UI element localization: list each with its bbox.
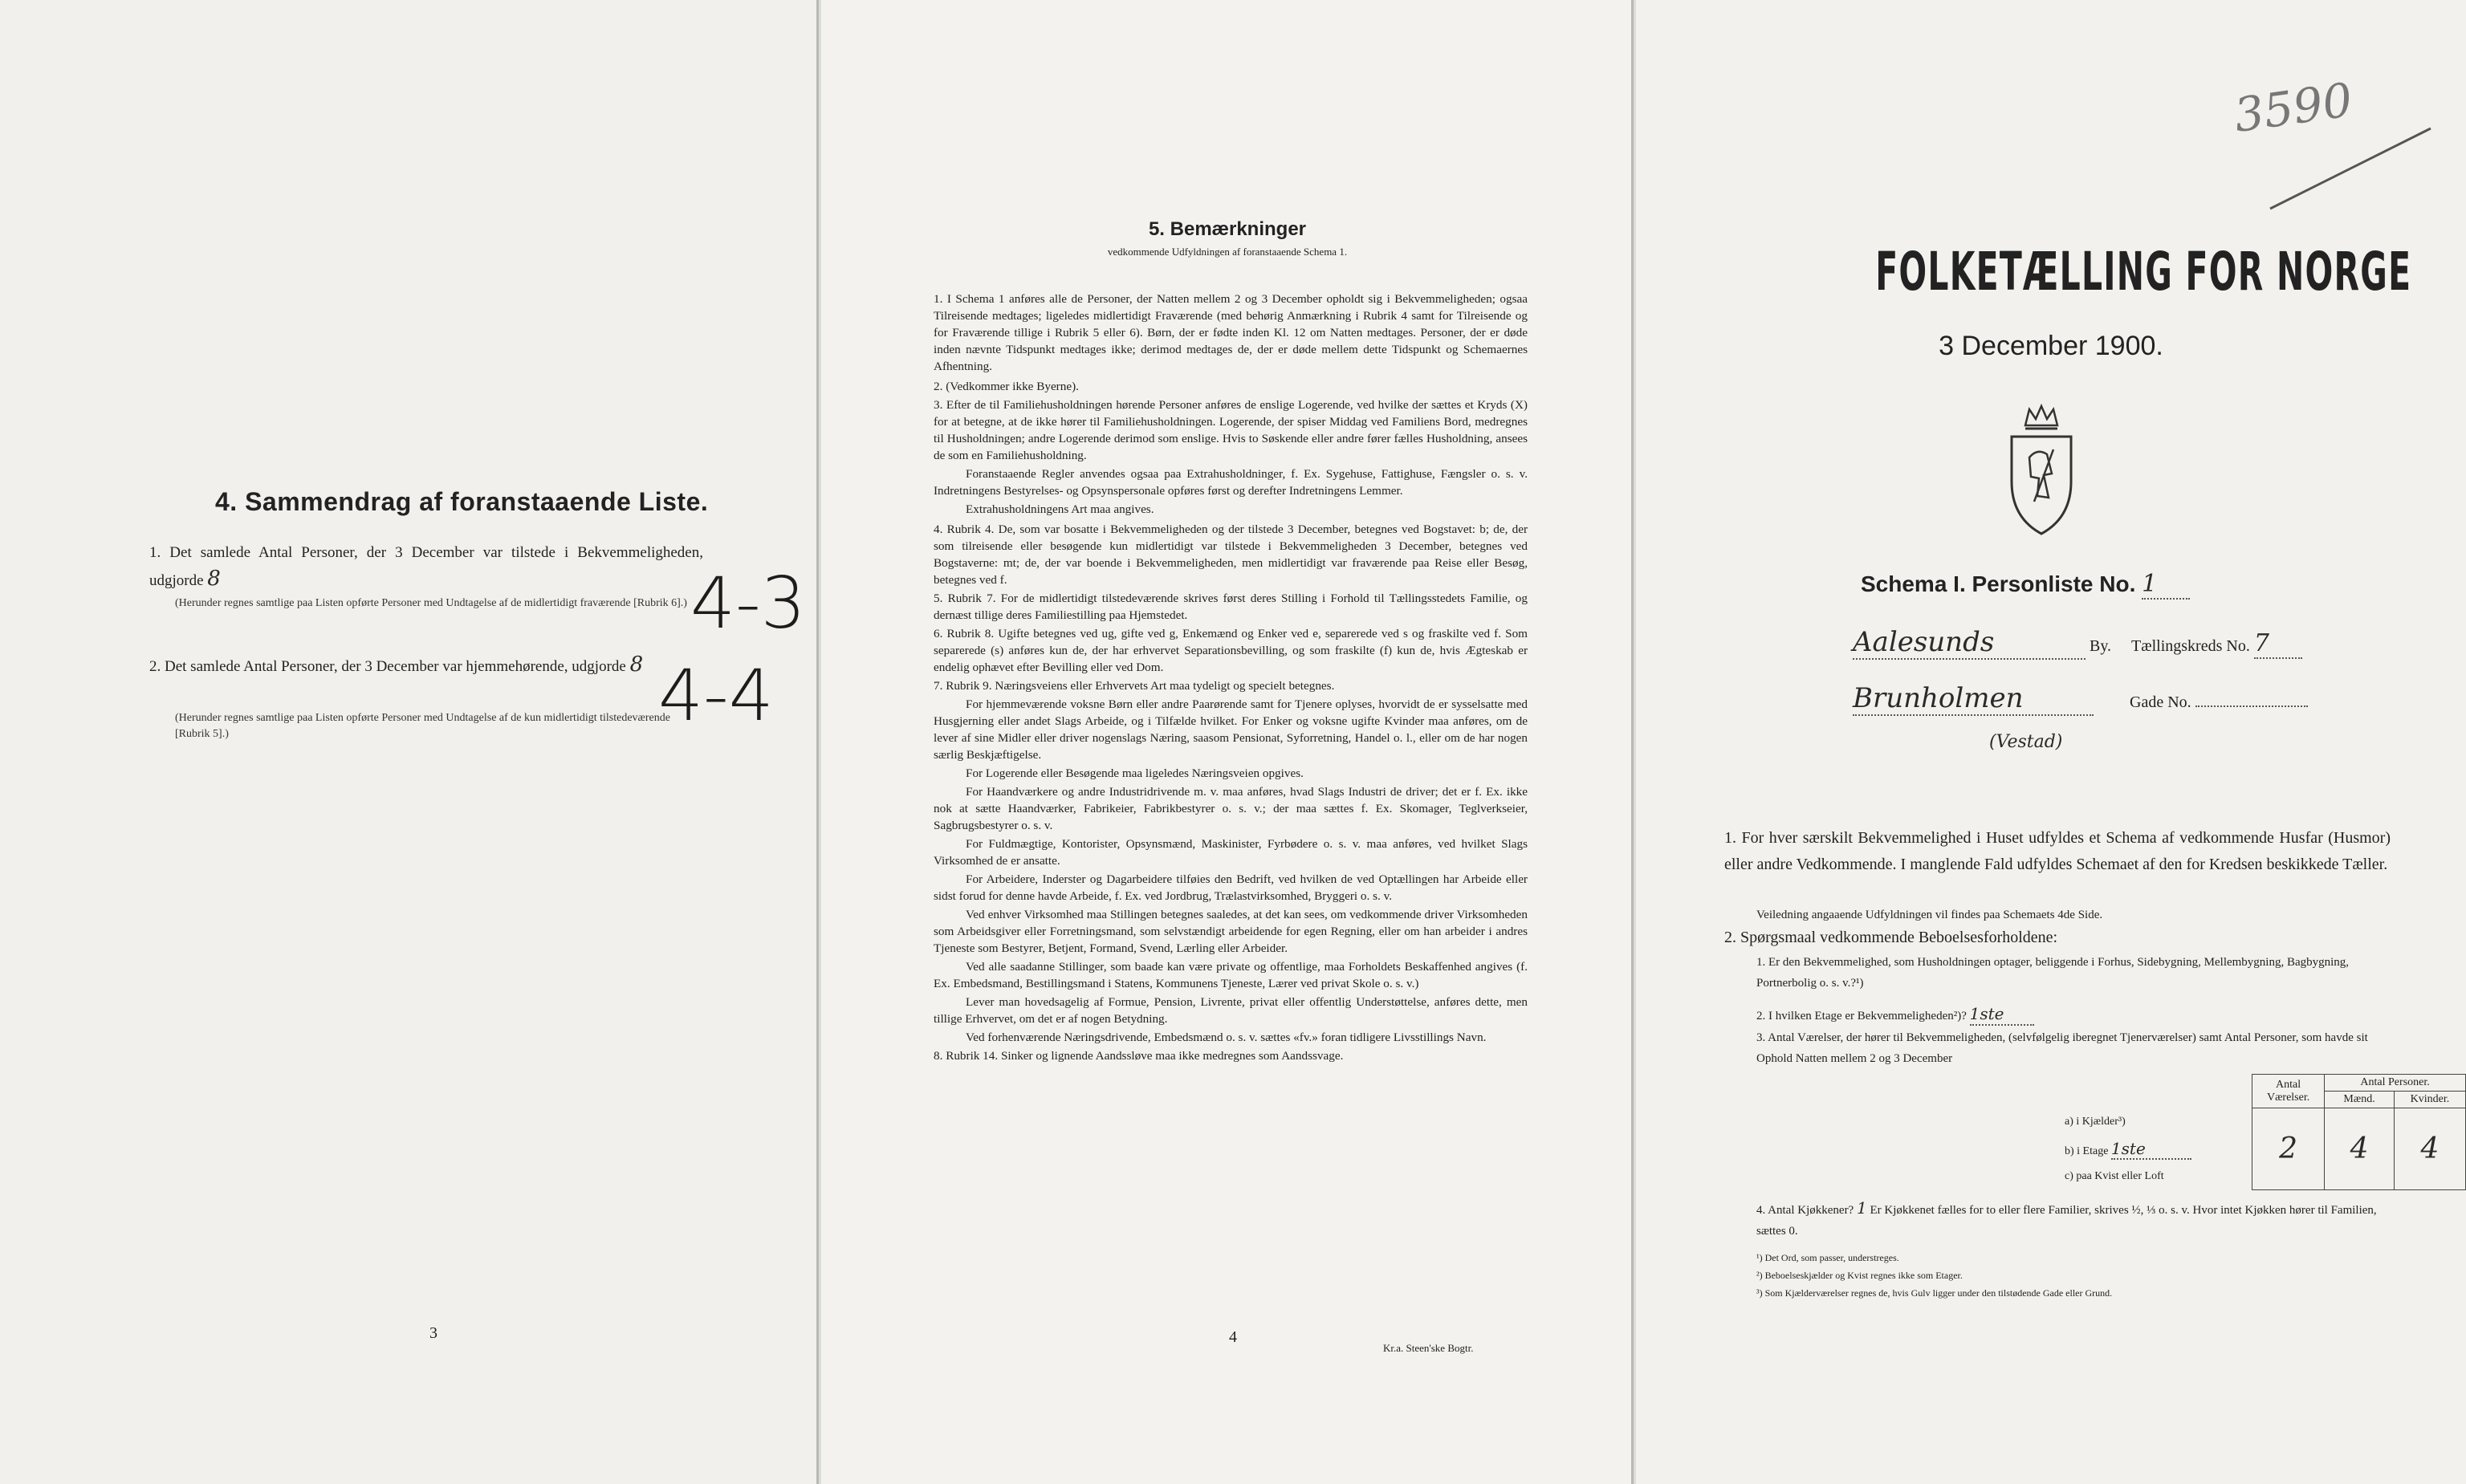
col-women: Kvinder. <box>2394 1092 2465 1108</box>
page-number-3: 3 <box>429 1324 437 1342</box>
street-line <box>1853 682 2308 716</box>
summary-item-1-note: (Herunder regnes samtlige paa Listen opførte Personer med Undtagelse af de midlertidigt fraværende [Rubrik 6].) <box>175 597 687 609</box>
section-4-title: 4. Sammendrag af foranstaaende Liste. <box>215 487 709 516</box>
dwelling-table <box>2061 1074 2466 1190</box>
district-label: Tællingskreds No. <box>2131 637 2250 655</box>
footnote-1: ¹) Det Ord, som passer, understreges. <box>1756 1252 1899 1263</box>
footnote-3: ³) Som Kjælderværelser regnes de, hvis Gulv ligger under den tilstødende Gade eller Grund. <box>1756 1287 2113 1299</box>
remark-4: 4. Rubrik 4. De, som var bosatte i Bekvemmeligheden og der tilstede 3 December, betegnes ved Bogstavet: b; de, der som tilreisende eller besøgende kun midlertidigt var tilstede i Bekvemmeligheden 3 December, betegnes ved Bogstaverne: mt; de, der var boende i Bekvemmeligheden, men midlertidigt var fraværende paa Reise eller Besøg, betegnes ved f. <box>934 522 1528 587</box>
summary-item-1-value: 8 <box>207 567 221 591</box>
question-1: 1. Er den Bekvemmelighed, som Husholdningen optager, beliggende i Forhus, Sidebygning, Mellembygning, Bagbygning, Portnerbolig o. s. v.?¹) <box>1756 956 2350 990</box>
men-value: 4 <box>2325 1108 2395 1190</box>
question-2 <box>1756 1003 2383 1027</box>
house-number-field <box>2195 705 2308 707</box>
question-4 <box>1756 1197 2383 1242</box>
coat-of-arms-icon <box>1989 401 2094 538</box>
remark-7-para-7: Ved alle saadanne Stillinger, som baade kan være private og offentlige, maa Forholdets Beskaffenhed angives (f. Ex. Embedsmand, Bestillingsmand i Statens, Kommunens Tjeneste, Lærer ved privat Skole o. s. v.) <box>934 960 1528 990</box>
col-men: Mænd. <box>2325 1092 2395 1108</box>
street-subnote: (Vestad) <box>1989 732 2063 752</box>
summary-item-2-value: 8 <box>629 653 644 677</box>
table-corner <box>2061 1075 2252 1092</box>
row-b <box>2061 1136 2252 1163</box>
question-4-label: 4. Antal Kjøkkener? <box>1756 1204 1854 1217</box>
city-line <box>1853 626 2302 660</box>
remark-7-para-9: Ved forhenværende Næringsdrivende, Embedsmænd o. s. v. sættes «fv.» foran tidligere Livsstillings Navn. <box>966 1031 1487 1044</box>
remark-5: 5. Rubrik 7. For de midlertidigt tilstedeværende skrives først deres Stilling i Forhold til Tællingsstedets Familie, og dernæst tillige deres Familiestilling paa Hjemstedet. <box>934 592 1528 622</box>
city-value: Aalesunds <box>1853 626 2086 660</box>
remark-1: 1. I Schema 1 anføres alle de Personer, der Natten mellem 2 og 3 December opholdt sig i Bekvemmeligheden; ogsaa Tilreisende medtages; ligeledes midlertidigt Fraværende (med behørig Anmærkning i Rubrik 4 samt for Tilreisende og for Fraværende tillige i Rubrik 5 eller 6). Børn, der er fødte inden Kl. 12 om Natten medtages. Personer, der er døde inden nævnte Tidspunkt medtages ikke; derimod medtages de, der er døde mellem dette Tidspunkt og Schemaernes Afhentning. <box>934 292 1528 373</box>
remark-3-extra-2: Extrahusholdningens Art maa angives. <box>966 502 1154 516</box>
summary-item-2-note: (Herunder regnes samtlige paa Listen opførte Personer med Undtagelse af de kun midlertidigt tilstedeværende [Rubrik 5].) <box>175 712 670 740</box>
schema-line <box>1861 570 2190 600</box>
row-c-label: c) paa Kvist eller Loft <box>2065 1169 2164 1182</box>
printer-imprint: Kr.a. Steen'ske Bogtr. <box>1383 1342 1474 1354</box>
schema-label: Schema I. Personliste No. <box>1861 571 2136 596</box>
summary-item-2-text: 2. Det samlede Antal Personer, der 3 December var hjemmehørende, udgjorde <box>149 658 626 675</box>
summary-item-1 <box>149 539 703 594</box>
tally-mark-2: 4-4 <box>658 654 774 737</box>
summary-item-2 <box>149 652 703 680</box>
schema-number: 1 <box>2142 570 2190 600</box>
remark-3-extra: Foranstaaende Regler anvendes ogsaa paa Extrahusholdninger, f. Ex. Sygehuse, Fattighuse, Fængsler o. s. v. Indretningens Bestyrelses- og Opsynspersonale opføres først og derefter Indretningens Lemmer. <box>934 467 1528 498</box>
street-value: Brunholmen <box>1853 682 2094 716</box>
document-date: 3 December 1900. <box>1939 331 2163 361</box>
city-label: By. <box>2090 637 2112 655</box>
document-title: FOLKETÆLLING FOR NORGE <box>1875 241 2412 303</box>
col-persons: Antal Personer. <box>2325 1075 2466 1092</box>
remark-7-para-3: For Haandværkere og andre Industridrivende m. v. maa anføres, hvad Slags Industri de driver; det er f. Ex. ikke nok at sætte Haandværker, Fabrikeier, Fabrikbestyrer o. s. v.; der maa sættes f. Ex. Skomager, Teglverkseier, Sagbrugsbestyrer o. s. v. <box>934 785 1528 832</box>
remarks-list <box>934 291 1528 1066</box>
page-3-summary <box>0 0 819 1484</box>
remark-7: 7. Rubrik 9. Næringsveiens eller Erhvervets Art maa tydeligt og specielt betegnes. <box>934 679 1335 693</box>
remark-8: 8. Rubrik 14. Sinker og lignende Aandssløve maa ikke medregnes som Aandssvage. <box>934 1049 1344 1063</box>
house-label: Gade No. <box>2130 693 2191 711</box>
remark-7-para-2: For Logerende eller Besøgende maa ligeledes Næringsveien opgives. <box>966 766 1304 780</box>
question-4-rest: Er Kjøkkenet fælles for to eller flere Familier, skrives ½, ⅓ o. s. v. Hvor intet Kjøkken hører til Familien, sættes 0. <box>1756 1204 2377 1238</box>
question-3: 3. Antal Værelser, der hører til Bekvemmeligheden, (selvfølgelig iberegnet Tjenerværelser) samt Antal Personer, som havde sit Ophold Natten mellem 2 og 3 December <box>1756 1031 2368 1065</box>
remark-7-para-5: For Arbeidere, Inderster og Dagarbeidere tilføies den Bedrift, ved hvilken de ved Optællingen har Arbeide eller sidst forud for denne havde Arbeide, f. Ex. ved Jordbrug, Trælastvirksomhed, Bryggeri o. s. v. <box>934 872 1528 903</box>
tally-mark-1: 4-3 <box>690 562 806 644</box>
remark-7-para-1: For hjemmeværende voksne Børn eller andre Paarørende samt for Tjenere oplyses, hvorvidt de er sysselsatte med Husgjerning eller andet Slags Arbeide, og i Tilfælde hvilket. For Enker og voksne ugifte Kvinder maa anføres, om de lever af sine Midler eller driver nogenslags Næring, saasom Pensionat, Syforretning, Handel o. l., eller om de har nogen særlig Beskjæftigelse. <box>934 697 1528 762</box>
summary-item-1-text: 1. Det samlede Antal Personer, der 3 December var tilstede i Bekvemmeligheden, udgjorde <box>149 544 703 589</box>
question-2-value: 1ste <box>1970 1003 2034 1026</box>
instruction-1: 1. For hver særskilt Bekvemmelighed i Huset udfyldes et Schema af vedkommende Husfar (Husmor) eller andre Vedkommende. I manglende Fald udfyldes Schemaet af den for Kredsen beskikkede Tæller. <box>1724 829 2391 873</box>
archive-number: 3590 <box>2230 72 2356 143</box>
table-corner-2 <box>2061 1092 2252 1108</box>
women-value: 4 <box>2394 1108 2465 1190</box>
district-value: 7 <box>2254 629 2302 659</box>
page-number-4: 4 <box>1229 1328 1237 1346</box>
remark-7-para-6: Ved enhver Virksomhed maa Stillingen betegnes saaledes, at det kan sees, om vedkommende driver Virksomheden som Arbeidsgiver eller Forretningsmand, som selvstændigt arbeidende for egen Regning, eller om han arbeider i andres Tjeneste som Bestyrer, Betjent, Formand, Svend, Lærling eller Arbeider. <box>934 908 1528 955</box>
section-5-title: 5. Bemærkninger <box>1148 218 1307 240</box>
col-rooms: Antal Værelser. <box>2252 1075 2325 1108</box>
page-1-cover <box>1636 0 2466 1484</box>
instruction-2: 2. Spørgsmaal vedkommende Beboelsesforholdene: <box>1724 929 2058 946</box>
row-b-floor: 1ste <box>2111 1139 2191 1160</box>
question-2-label: 2. I hvilken Etage er Bekvemmeligheden²)? <box>1756 1010 1967 1023</box>
question-4-value: 1 <box>1856 1198 1867 1218</box>
archive-stroke <box>2262 120 2439 217</box>
row-b-label: b) i Etage <box>2065 1145 2109 1157</box>
remark-7-para-8: Lever man hovedsagelig af Formue, Pension, Livrente, privat eller offentlig Understøttelse, anføres dette, men tillige Erhvervet, om det er af nogen Betydning. <box>934 995 1528 1026</box>
row-a-label: a) i Kjælder³) <box>2065 1115 2126 1128</box>
instruction-1-note: Veiledning angaaende Udfyldningen vil findes paa Schemaets 4de Side. <box>1756 909 2103 921</box>
remark-2: 2. (Vedkommer ikke Byerne). <box>934 380 1079 393</box>
page-4-remarks <box>821 0 1634 1484</box>
rooms-value: 2 <box>2252 1108 2325 1190</box>
remark-3: 3. Efter de til Familiehusholdningen hørende Personer anføres de enslige Logerende, ved hvilke der sættes et Kryds (X) for at betegne, at de ikke hører til Familiehusholdningen. Logerende, der spiser Middag ved Familiens Bord, medregnes til Husholdningen; andre Logerende derimod som enslige. Hvis to Søskende eller andre fører fælles Husholdning, ansees de som en Familiehusholdning. <box>934 398 1528 462</box>
section-5-subtitle: vedkommende Udfyldningen af foranstaaende Schema 1. <box>1107 246 1348 258</box>
remark-7-para-4: For Fuldmægtige, Kontorister, Opsynsmænd, Maskinister, Fyrbødere o. s. v. maa anføres, ved hvilket Slags Virksomhed de er ansatte. <box>934 837 1528 868</box>
footnote-2: ²) Beboelseskjælder og Kvist regnes ikke som Etager. <box>1756 1270 1963 1281</box>
remark-6: 6. Rubrik 8. Ugifte betegnes ved ug, gifte ved g, Enkemænd og Enker ved e, separerede ved s og fraskilte ved f. Som separerede (s) anføres kun de, der har erhvervet Separationsbevilling, og som fraskilte (f) kun de, hvis Ægteskab er endelig ophævet efter Bevilling eller ved Dom. <box>934 627 1528 674</box>
